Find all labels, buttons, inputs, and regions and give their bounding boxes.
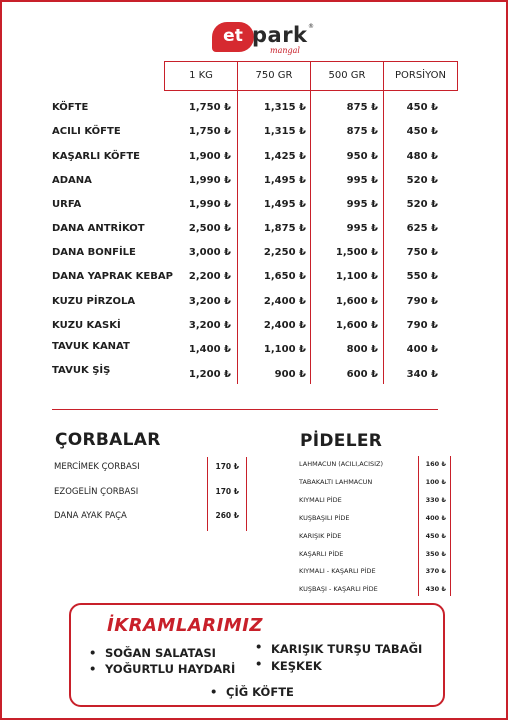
table-row	[0, 296, 508, 318]
price-750gr: 1,425 ₺	[263, 151, 306, 162]
list-item	[0, 567, 508, 585]
list-item	[0, 585, 508, 603]
list-item	[0, 460, 508, 478]
price-1kg: 3,200 ₺	[188, 296, 231, 307]
pideler-title: PİDELER	[300, 431, 383, 451]
pide-price: 370 ₺	[425, 567, 446, 575]
ikram-item: KARIŞIK TURŞU TABAĞI	[271, 642, 423, 656]
price-porsiyon: 480 ₺	[406, 151, 438, 162]
pide-name: LAHMACUN (ACILI,ACISIZ)	[299, 460, 384, 468]
bullet-icon: •	[89, 646, 97, 660]
bullet-icon: •	[89, 662, 97, 676]
price-porsiyon: 450 ₺	[406, 102, 438, 113]
ikram-item: YOĞURTLU HAYDARİ	[105, 662, 236, 676]
header-1kg: 1 KG	[164, 61, 238, 91]
ikram-item: SOĞAN SALATASI	[105, 646, 216, 660]
bullet-icon: •	[255, 640, 263, 654]
bullet-icon: •	[255, 657, 263, 671]
logo-registered-mark: ®	[308, 23, 314, 30]
table-row	[0, 223, 508, 245]
table-row	[0, 151, 508, 173]
price-750gr: 1,495 ₺	[263, 175, 306, 186]
table-row	[0, 341, 508, 366]
price-1kg: 1,400 ₺	[188, 344, 231, 355]
pide-price: 350 ₺	[425, 550, 446, 558]
pide-price: 330 ₺	[425, 496, 446, 504]
ikram-item: ÇİĞ KÖFTE	[226, 685, 294, 699]
price-porsiyon: 790 ₺	[406, 320, 438, 331]
pide-price: 100 ₺	[425, 478, 446, 486]
price-500gr: 875 ₺	[346, 126, 378, 137]
price-750gr: 2,250 ₺	[263, 247, 306, 258]
table-row	[0, 126, 508, 148]
price-porsiyon: 340 ₺	[406, 369, 438, 380]
price-porsiyon: 520 ₺	[406, 199, 438, 210]
corbalar-title: ÇORBALAR	[55, 430, 161, 450]
logo-subtitle: mangal	[270, 46, 300, 55]
price-500gr: 1,600 ₺	[335, 296, 378, 307]
soup-name: MERCİMEK ÇORBASI	[54, 462, 140, 472]
price-1kg: 1,750 ₺	[188, 126, 231, 137]
item-name: TAVUK ŞİŞ	[52, 365, 111, 376]
price-porsiyon: 520 ₺	[406, 175, 438, 186]
pide-price: 430 ₺	[425, 585, 446, 593]
price-1kg: 1,750 ₺	[188, 102, 231, 113]
logo-badge: et	[212, 22, 254, 52]
price-500gr: 950 ₺	[346, 151, 378, 162]
price-porsiyon: 400 ₺	[406, 344, 438, 355]
price-750gr: 2,400 ₺	[263, 296, 306, 307]
price-750gr: 1,875 ₺	[263, 223, 306, 234]
price-1kg: 2,200 ₺	[188, 271, 231, 282]
list-item	[0, 514, 508, 532]
price-500gr: 995 ₺	[346, 199, 378, 210]
pide-name: KAŞARLI PİDE	[299, 550, 344, 558]
price-750gr: 2,400 ₺	[263, 320, 306, 331]
bullet-icon: •	[210, 685, 218, 699]
soup-price: 260 ₺	[215, 511, 239, 520]
pide-name: KARIŞIK PİDE	[299, 532, 342, 540]
price-500gr: 1,100 ₺	[335, 271, 378, 282]
price-500gr: 1,500 ₺	[335, 247, 378, 258]
item-name: DANA BONFİLE	[52, 247, 136, 258]
price-1kg: 2,500 ₺	[188, 223, 231, 234]
price-500gr: 995 ₺	[346, 223, 378, 234]
list-item	[0, 478, 508, 496]
table-row	[0, 199, 508, 221]
ikramlar-title: İKRAMLARIMIZ	[107, 615, 263, 636]
price-750gr: 1,650 ₺	[263, 271, 306, 282]
item-name: KAŞARLI KÖFTE	[52, 151, 140, 162]
price-1kg: 1,900 ₺	[188, 151, 231, 162]
price-1kg: 1,990 ₺	[188, 199, 231, 210]
price-porsiyon: 790 ₺	[406, 296, 438, 307]
price-porsiyon: 550 ₺	[406, 271, 438, 282]
item-name: TAVUK KANAT	[52, 341, 130, 352]
table-row	[0, 271, 508, 293]
pide-price: 450 ₺	[425, 532, 446, 540]
price-500gr: 995 ₺	[346, 175, 378, 186]
header-porsiyon: PORSİYON	[383, 61, 458, 91]
table-row	[0, 365, 508, 391]
table-row	[0, 102, 508, 124]
price-750gr: 1,315 ₺	[263, 102, 306, 113]
price-500gr: 600 ₺	[346, 369, 378, 380]
soup-price: 170 ₺	[215, 462, 239, 471]
header-750gr: 750 GR	[237, 61, 311, 91]
pide-name: KUŞBAŞILI PİDE	[299, 514, 350, 522]
etpark-logo	[212, 20, 322, 60]
header-500gr: 500 GR	[310, 61, 384, 91]
table-row	[0, 247, 508, 269]
price-500gr: 875 ₺	[346, 102, 378, 113]
price-500gr: 800 ₺	[346, 344, 378, 355]
pide-name: TABAKALTI LAHMACUN	[299, 478, 373, 486]
logo-word: park	[252, 23, 308, 47]
soup-name: EZOGELİN ÇORBASI	[54, 487, 139, 497]
pide-name: KIYMALI PİDE	[299, 496, 342, 504]
price-750gr: 900 ₺	[274, 369, 306, 380]
price-1kg: 3,000 ₺	[188, 247, 231, 258]
price-1kg: 1,990 ₺	[188, 175, 231, 186]
item-name: DANA ANTRİKOT	[52, 223, 145, 234]
soup-price: 170 ₺	[215, 487, 239, 496]
price-750gr: 1,495 ₺	[263, 199, 306, 210]
price-porsiyon: 625 ₺	[406, 223, 438, 234]
item-name: URFA	[52, 199, 82, 210]
table-row	[0, 320, 508, 342]
item-name: DANA YAPRAK KEBAP	[52, 271, 173, 282]
item-name: KUZU KASKİ	[52, 320, 121, 331]
item-name: ACILI KÖFTE	[52, 126, 121, 137]
price-porsiyon: 450 ₺	[406, 126, 438, 137]
price-porsiyon: 750 ₺	[406, 247, 438, 258]
price-750gr: 1,315 ₺	[263, 126, 306, 137]
item-name: ADANA	[52, 175, 92, 186]
price-750gr: 1,100 ₺	[263, 344, 306, 355]
price-1kg: 1,200 ₺	[188, 369, 231, 380]
pide-price: 160 ₺	[425, 460, 446, 468]
list-item	[0, 550, 508, 568]
price-1kg: 3,200 ₺	[188, 320, 231, 331]
item-name: KÖFTE	[52, 102, 89, 113]
soup-name: DANA AYAK PAÇA	[54, 511, 127, 521]
table-row	[0, 175, 508, 197]
price-500gr: 1,600 ₺	[335, 320, 378, 331]
list-item	[0, 496, 508, 514]
ikram-item: KEŞKEK	[271, 659, 322, 673]
pide-name: KUŞBAŞI - KAŞARLI PİDE	[299, 585, 378, 593]
list-item	[0, 532, 508, 550]
pide-name: KIYMALI - KAŞARLI PİDE	[299, 567, 376, 575]
pide-price: 400 ₺	[425, 514, 446, 522]
section-divider	[52, 409, 438, 410]
item-name: KUZU PİRZOLA	[52, 296, 136, 307]
ikramlar-box	[69, 603, 445, 707]
